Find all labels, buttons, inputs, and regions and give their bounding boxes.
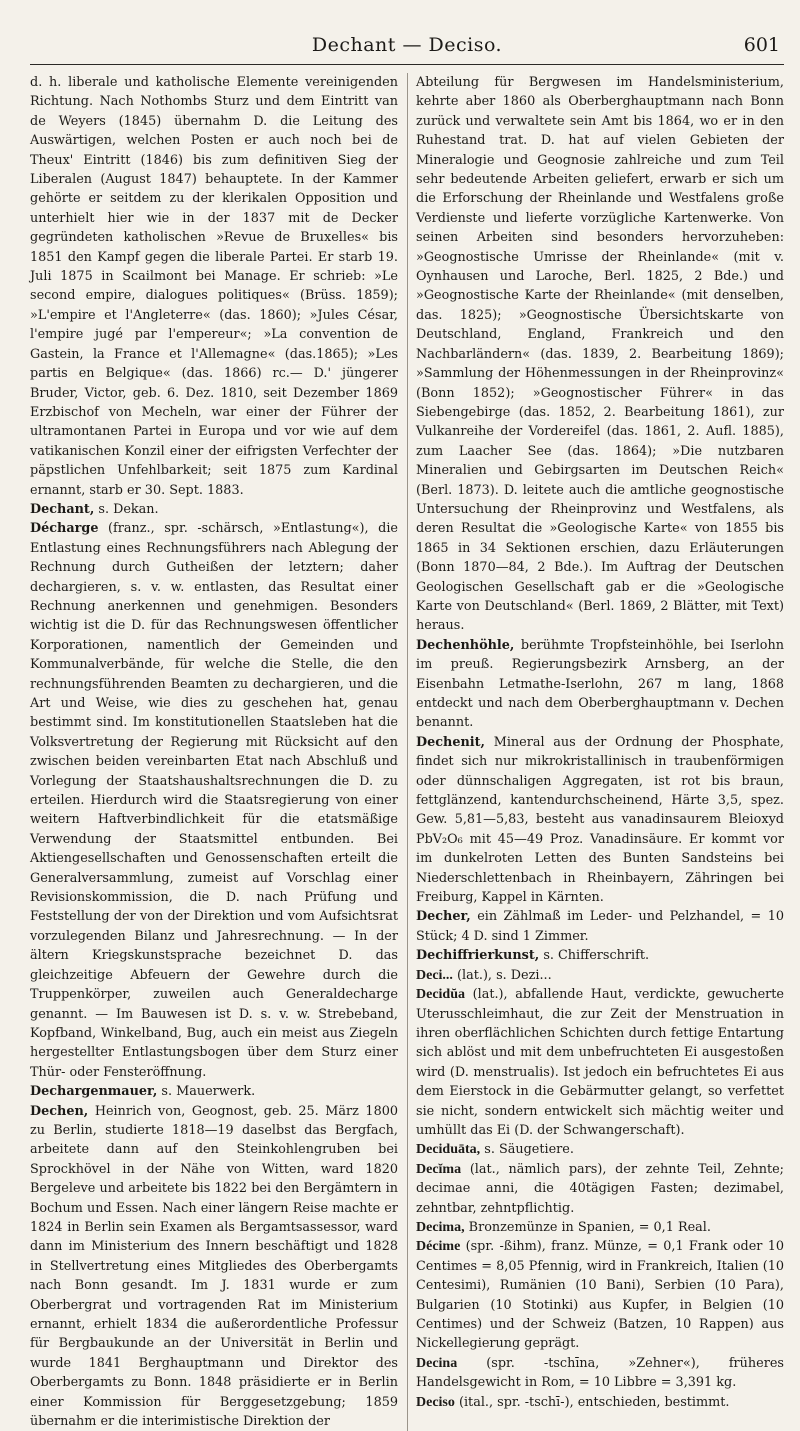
- headword: Dechant,: [30, 501, 95, 517]
- headword: Dechen,: [30, 1103, 89, 1119]
- entry-text: (franz., spr. -schärsch, »Entlastung«), die Entlastung eines Rechnungsführers nach Ablegung der Rechnung durch Gutheißen der letztern; daher dechargieren, s. v. w. entlasten, das Resultat einer Rechnung anerkennen und genehmigen. Besonders wichtig ist die D. für das Rechnungswesen öffentlicher Korporationen, namentlich der Gemeinden und Kommunalverbände, für welche die Stelle, die den rechnungsführenden Beamten zu dechargieren, und die Art und Weise, wie dies zu geschehen hat, genau bestimmt sind. Im konstitutionellen Staatsleben hat die Volksvertretung der Regierung mit Rücksicht auf den zwischen beiden vereinbarten Etat nach Abschluß und Vorlegung der Staatshaushaltsrechnungen die D. zu erteilen. Hierdurch wird die Staatsregierung von einer weitern Haftverbindlichkeit für die etatsmäßige Verwendung der Staatsmittel entbunden. Bei Aktiengesellschaften und Genossenschaften erteilt die Generalversammlung, zumeist auf Vorschlag einer Revisionskommission, die D. nach Prüfung und Feststellung der von der Direktion und vom Aufsichtsrat vorzulegenden Bilanz und Jahresrechnung. — In der ältern Kriegskunstsprache bezeichnet D. das gleichzeitige Abfeuern der Gewehre durch die Truppenkörper, zuweilen auch Generaldecharge genannt. — Im Bauwesen ist D. s. v. w. Strebeband, Kopfband, Winkelband, Bug, auch ein meist aus Ziegeln hergestellter Entlastungsbogen über dem Sturz einer Thür- oder Fensteröffnung.: [30, 521, 398, 1080]
- entry-text: (spr. -tschīna, »Zehner«), früheres Handelsgewicht in Rom, = 10 Libbre = 3,391 kg.: [416, 1355, 784, 1391]
- entry-text: (ital., spr. -tschī-), entschieden, bestimmt.: [458, 1394, 730, 1410]
- entry-text: Heinrich von, Geognost, geb. 25. März 1800 zu Berlin, studierte 1818—19 daselbst das Bergfach, arbeitete dann auf den Steinkohlengruben bei Sprockhövel in der Nähe von Witten, ward 1820 Bergeleve und arbeitete bis 1822 bei den Bergämtern in Bochum und Essen. Nach einer längern Reise machte er 1824 in Berlin sein Examen als Bergamtsassessor, ward dann im Ministerium des Innern beschäftigt und 1828 in Stellvertretung eines Mitgliedes des Oberbergamts nach Bonn gesandt. Im J. 1831 wurde er zum Oberbergrat und vortragenden Rat im Ministerium ernannt, erhielt 1834 die außerordentliche Professur für Bergbaukunde an der Universität in Berlin und wurde 1841 Berghauptmann und Direktor des Oberbergamts zu Bonn. 1848 präsidierte er in Berlin einer Kommission für Berggesetzgebung; 1859 übernahm er die interimistische Direktion der: [30, 1103, 398, 1430]
- headword: Decidŭa: [416, 987, 465, 1003]
- headword: Dechiffrierkunst,: [416, 948, 540, 964]
- entry-text: Mineral aus der Ordnung der Phosphate, findet sich nur mikrokristallinisch in traubenförmigen oder dünnschaligen Aggregaten, ist rot bis braun, fettglänzend, kantendurchscheinend, Härte 3,5, spez. Gew. 5,81—5,83, besteht aus vanadinsaurem Bleioxyd PbV₂O₆ mit 45—49 Proz. Vanadinsäure. Er kommt vor im dunkelroten Letten des Bunten Sandsteins bei Niederschlettenbach in Rheinbayern, Zähringen bei Freiburg, Kappel in Kärnten.: [416, 734, 784, 906]
- entry-text: s. Dekan.: [98, 501, 159, 517]
- headword: Dechargenmauer,: [30, 1084, 158, 1100]
- entry-deciso: [416, 1393, 784, 1412]
- entry-decher: [416, 907, 784, 946]
- entry-dechenit: [416, 733, 784, 908]
- entry-deciduata: [416, 1140, 784, 1159]
- headword: Decher,: [416, 909, 471, 925]
- page-number: 601: [743, 34, 780, 56]
- headword: Décharge: [30, 521, 99, 537]
- page-header: [30, 30, 784, 65]
- headword: Décime: [416, 1239, 461, 1255]
- entry-decima-coin: [416, 1218, 784, 1237]
- headword: Decima,: [416, 1219, 465, 1235]
- left-column: [30, 73, 406, 1431]
- headword: Dechenhöhle,: [416, 637, 515, 653]
- entry-decina: [416, 1354, 784, 1393]
- running-title: Dechant — Deciso.: [311, 34, 503, 56]
- right-column: [407, 73, 784, 1431]
- entry-decharge: [30, 519, 398, 1082]
- entry-text: berühmte Tropfsteinhöhle, bei Iserlohn im preuß. Regierungsbezirk Arnsberg, an der Eisenbahn Letmathe-Iserlohn, 267 m lang, 1868 entdeckt und nach dem Oberberghauptmann v. Dechen benannt.: [416, 637, 784, 731]
- entry-dechant: [30, 500, 398, 519]
- headword: Deciso: [416, 1394, 455, 1410]
- entry-decidua: [416, 985, 784, 1140]
- continued-entry-text: d. h. liberale und katholische Elemente vereinigenden Richtung. Nach Nothombs Sturz und dem Eintritt van de Weyers (1845) übernahm D. die Leitung des Auswärtigen, welchen Posten er auch noch bei de Theux' Eintritt (1846) bis zum definitiven Sieg der Liberalen (August 1847) behauptete. In der Kammer gehörte er seitdem zu der klerikalen Opposition und unterhielt hier wie in der 1837 mit de Decker gegründeten katholischen »Revue de Bruxelles« bis 1851 den Kampf gegen die liberale Partei. Er starb 19. Juli 1875 in Scailmont bei Manage. Er schrieb: »Le second empire, dialogues politiques« (Brüss. 1859); »L'empire et l'Angleterre« (das. 1860); »Jules César, l'empire jugé par l'empereur«; »La convention de Gastein, la France et l'Allemagne« (das.1865); »Les partis en Belgique« (das. 1866) rc.— D.' jüngerer Bruder, Victor, geb. 6. Dez. 1810, seit Dezember 1869 Erzbischof von Mecheln, war einer der Führer der ultramontanen Partei in Europa und vor wie auf dem vatikanischen Konzil einer der eifrigsten Verfechter der päpstlichen Unfehlbarkeit; seit 1875 zum Kardinal ernannt, starb er 30. Sept. 1883.: [30, 75, 398, 498]
- entry-decima-lat: [416, 1160, 784, 1218]
- headword: Deci...: [416, 967, 453, 983]
- entry-text: s. Mauerwerk.: [161, 1084, 256, 1100]
- text-columns: [30, 73, 784, 1431]
- entry-dechargenmauer: [30, 1082, 398, 1101]
- entry-text: (lat.), abfallende Haut, verdickte, gewucherte Uterusschleimhaut, die zur Zeit der Menstruation in ihren oberflächlichen Schichten durch fettige Entartung sich ablöst und mit dem unbefruchteten Ei ausgestoßen wird (D. menstrualis). Ist jedoch ein befruchtetes Ei aus dem Eierstock in die Gebärmutter gelangt, so verfettet sie nicht, sondern entwickelt sich mächtig weiter und umhüllt das Ei (D. der Schwangerschaft).: [416, 987, 784, 1138]
- entry-text: (lat.), s. Dezi...: [457, 967, 552, 983]
- entry-deci: [416, 966, 784, 985]
- entry-text: Bronzemünze in Spanien, = 0,1 Real.: [468, 1219, 711, 1235]
- entry-text: (lat., nämlich pars), der zehnte Teil, Zehnte; decimae anni, die 40tägigen Fasten; dezimabel, zehntbar, zehntpflichtig.: [416, 1161, 784, 1216]
- headword: Decina: [416, 1355, 458, 1371]
- headword: Decĭma: [416, 1161, 462, 1177]
- headword: Dechenit,: [416, 734, 486, 750]
- entry-dechenhoehle: [416, 636, 784, 733]
- entry-decime: [416, 1237, 784, 1353]
- entry-text: (spr. -ßihm), franz. Münze, = 0,1 Frank oder 10 Centimes = 8,05 Pfennig, wird in Frankreich, Italien (10 Centesimi), Rumänien (10 Bani), Serbien (10 Para), Bulgarien (10 Stotinki) aus Kupfer, in Belgien (10 Centimes) und der Schweiz (Batzen, 10 Rappen) aus Nickellegierung geprägt.: [416, 1239, 785, 1352]
- entry-dechiffrierkunst: [416, 946, 784, 965]
- entry-dechen: [30, 1102, 398, 1431]
- continued-entry-text: Abteilung für Bergwesen im Handelsministerium, kehrte aber 1860 als Oberberghauptmann nach Bonn zurück und verwaltete sein Amt bis 1864, wo er in den Ruhestand trat. D. hat auf vielen Gebieten der Mineralogie und Geognosie zahlreiche und zum Teil sehr bedeutende Arbeiten geliefert, erwarb er sich um die Erforschung der Rheinlande und Westfalens große Verdienste und lieferte vorzügliche Kartenwerke. Von seinen Arbeiten sind besonders hervorzuheben: »Geognostische Umrisse der Rheinlande« (mit v. Oynhausen und Laroche, Berl. 1825, 2 Bde.) und »Geognostische Karte der Rheinlande« (mit denselben, das. 1825); »Geognostische Übersichtskarte von Deutschland, England, Frankreich und den Nachbarländern« (das. 1839, 2. Bearbeitung 1869); »Sammlung der Höhenmessungen in der Rheinprovinz« (Bonn 1852); »Geognostischer Führer« in das Siebengebirge (das. 1852, 2. Bearbeitung 1861), zur Vulkanreihe der Vordereifel (das. 1861, 2. Aufl. 1885), zum Laacher See (das. 1864); »Die nutzbaren Mineralien und Gebirgsarten im Deutschen Reich« (Berl. 1873). D. leitete auch die amtliche geognostische Untersuchung der Rheinprovinz und Westfalens, als deren Resultat die »Geologische Karte« von 1855 bis 1865 in 34 Sektionen erschien, dazu Erläuterungen (Bonn 1870—84, 2 Bde.). Im Auftrag der Deutschen Geologischen Gesellschaft gab er die »Geologische Karte von Deutschland« (Berl. 1869, 2 Blätter, mit Text) heraus.: [416, 75, 784, 634]
- headword: Deciduāta,: [416, 1142, 481, 1158]
- entry-text: s. Säugetiere.: [484, 1142, 574, 1158]
- entry-text: s. Chifferschrift.: [543, 948, 650, 964]
- entry-text: ein Zählmaß im Leder- und Pelzhandel, = 10 Stück; 4 D. sind 1 Zimmer.: [416, 909, 784, 944]
